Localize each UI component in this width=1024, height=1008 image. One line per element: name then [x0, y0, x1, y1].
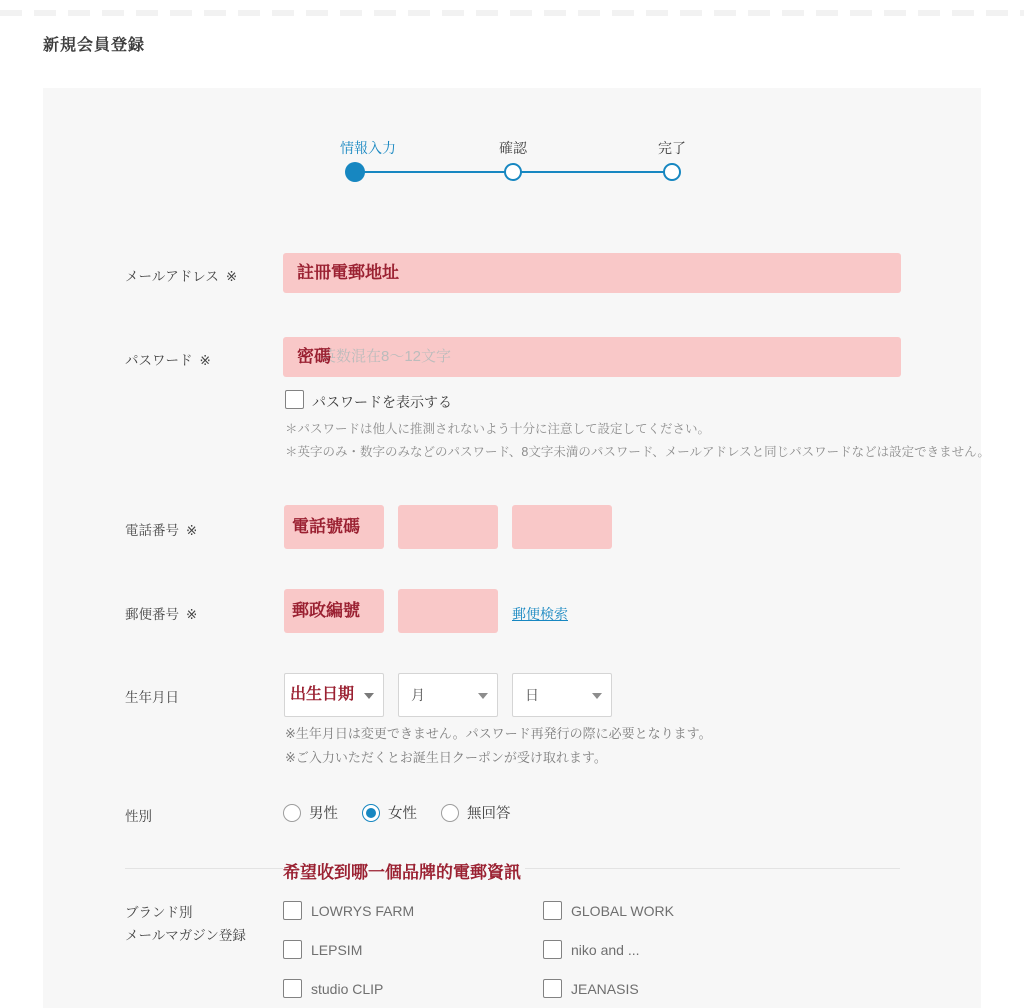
- show-password-checkbox[interactable]: [285, 390, 304, 409]
- brand-checkbox-global-work[interactable]: [543, 901, 562, 920]
- birth-year-overlay-text: 出生日期: [290, 686, 355, 703]
- step-dot-confirm-icon: [504, 163, 522, 181]
- gender-radio-group: [283, 802, 535, 823]
- birthdate-note-1: ※生年月日は変更できません。パスワード再発行の際に必要となります。: [285, 726, 712, 741]
- birth-day-select[interactable]: [512, 673, 612, 717]
- phone-overlay-text: 電話號碼: [292, 517, 360, 536]
- brand-label-lowrys-farm: LOWRYS FARM: [311, 903, 415, 919]
- chevron-down-icon: [364, 693, 374, 699]
- step-label-input: 情報入力: [340, 140, 396, 156]
- step-label-confirm: 確認: [499, 140, 527, 156]
- gender-radio-noanswer[interactable]: [441, 804, 459, 822]
- brand-checkbox-jeanasis[interactable]: [543, 979, 562, 998]
- gender-radio-male[interactable]: [283, 804, 301, 822]
- gender-noanswer-label: 無回答: [467, 806, 511, 822]
- postal-input-1[interactable]: [284, 589, 384, 633]
- brand-label-line1: ブランド別: [125, 905, 193, 920]
- step-dot-complete-icon: [663, 163, 681, 181]
- brand-checkbox-studio-clip[interactable]: [283, 979, 302, 998]
- registration-form-card: [43, 88, 990, 1008]
- phone-required-mark: ※: [186, 523, 198, 538]
- postal-overlay-text: 郵政編號: [292, 601, 360, 620]
- phone-input-1[interactable]: [284, 505, 384, 549]
- email-label: メールアドレス ※: [125, 269, 238, 284]
- brand-label-jeanasis: JEANASIS: [571, 981, 639, 997]
- top-dashed-divider: [0, 10, 1024, 16]
- email-required-mark: ※: [225, 269, 238, 284]
- password-label: パスワード ※: [125, 353, 211, 368]
- phone-label: 電話番号 ※: [125, 523, 198, 538]
- email-overlay-text: 註冊電郵地址: [297, 263, 399, 282]
- birth-day-value: 日: [525, 687, 539, 703]
- brand-checkbox-niko-and[interactable]: [543, 940, 562, 959]
- page-title: 新規会員登録: [43, 37, 146, 54]
- password-required-mark: ※: [199, 353, 211, 368]
- password-placeholder: 英数混在8〜12文字: [321, 348, 452, 365]
- step-dot-input-active-icon: [345, 162, 365, 182]
- birthdate-note-2: ※ご入力いただくとお誕生日クーポンが受け取れます。: [285, 750, 607, 765]
- gender-female-label: 女性: [388, 806, 417, 822]
- birth-month-value: 月: [411, 687, 425, 703]
- postal-search-link[interactable]: 郵便検索: [512, 606, 568, 622]
- brand-checkbox-lepsim[interactable]: [283, 940, 302, 959]
- gender-radio-female[interactable]: [362, 804, 380, 822]
- brand-label-line2: メールマガジン登録: [125, 928, 246, 943]
- password-note-1: ＊パスワードは他人に推測されないよう十分に注意して設定してください。: [285, 422, 711, 436]
- show-password-label: パスワードを表示する: [312, 394, 452, 410]
- brand-label-niko-and: niko and ...: [571, 942, 640, 958]
- gender-label: 性別: [125, 809, 152, 824]
- postal-label: 郵便番号 ※: [125, 607, 198, 622]
- brand-heading-overlay-text: 希望收到哪一個品牌的電郵資訊: [283, 858, 525, 885]
- brand-checkbox-lowrys-farm[interactable]: [283, 901, 302, 920]
- brand-label-global-work: GLOBAL WORK: [571, 903, 674, 919]
- password-note-2: ＊英字のみ・数字のみなどのパスワード、8文字未満のパスワード、メールアドレスと同じパスワードなどは設定できません。: [285, 445, 990, 459]
- birth-year-select[interactable]: [284, 673, 384, 717]
- brand-label-studio-clip: studio CLIP: [311, 981, 384, 997]
- postal-input-2[interactable]: [398, 589, 498, 633]
- postal-required-mark: ※: [186, 607, 198, 622]
- step-label-complete: 完了: [658, 140, 686, 156]
- birthdate-label: 生年月日: [125, 690, 179, 705]
- phone-input-3[interactable]: [512, 505, 612, 549]
- chevron-down-icon: [592, 693, 602, 699]
- password-input[interactable]: [283, 337, 901, 377]
- brand-label-lepsim: LEPSIM: [311, 942, 363, 958]
- phone-input-2[interactable]: [398, 505, 498, 549]
- gender-male-label: 男性: [309, 806, 338, 822]
- password-overlay-text: 密碼: [297, 347, 331, 366]
- email-input[interactable]: [283, 253, 901, 293]
- chevron-down-icon: [478, 693, 488, 699]
- birth-month-select[interactable]: [398, 673, 498, 717]
